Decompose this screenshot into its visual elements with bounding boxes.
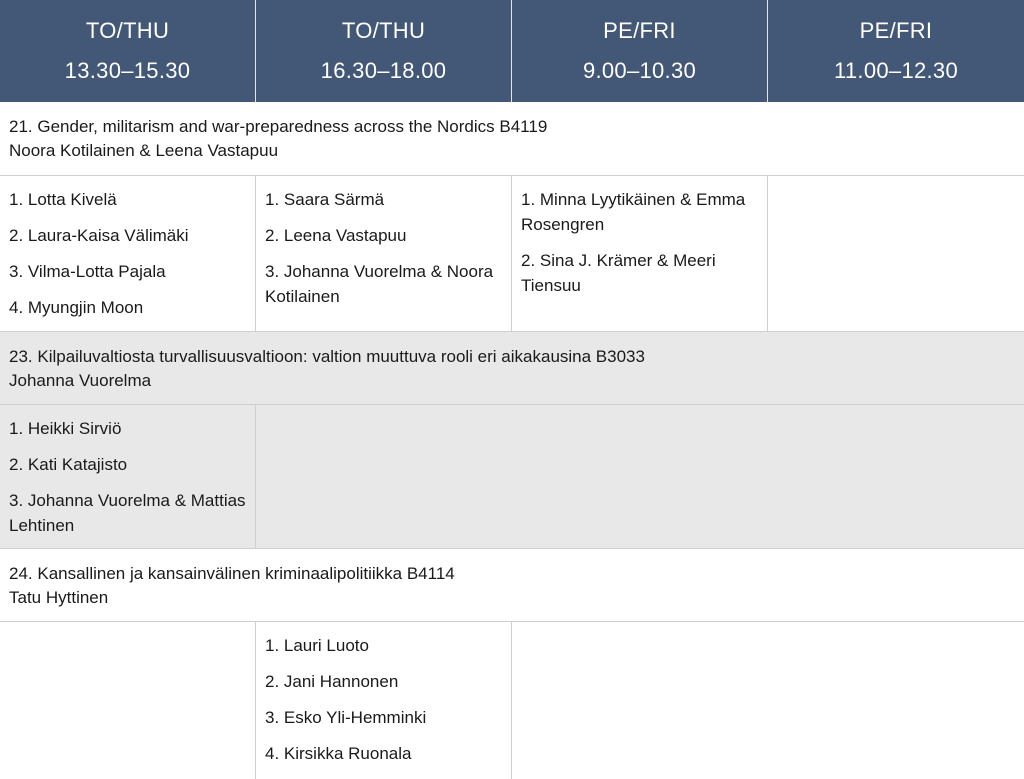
presentation-item: 2. Kati Katajisto xyxy=(9,455,128,474)
header-slot-3 xyxy=(512,0,768,102)
presentation-item: 1. Lotta Kivelä xyxy=(9,190,117,209)
presentation-item: 2. Leena Vastapuu xyxy=(265,226,407,245)
header-time: 9.00–10.30 xyxy=(582,58,697,83)
presentation-item: 3. Esko Yli-Hemminki xyxy=(265,708,427,727)
presentation-item: 2. Sina J. Krämer & Meeri Tiensuu xyxy=(521,251,716,295)
session-21-band xyxy=(0,102,1024,176)
presentation-item: 3. Johanna Vuorelma & Mattias Lehtinen xyxy=(9,491,246,535)
session-21-slots xyxy=(0,176,1024,332)
presentation-item: 4. Kirsikka Ruonala xyxy=(265,744,412,763)
header-day: TO/THU xyxy=(85,18,170,43)
slot-cell xyxy=(256,622,512,779)
slot-cell xyxy=(0,405,256,548)
header-time: 13.30–15.30 xyxy=(64,58,191,83)
session-chairs: Tatu Hyttinen xyxy=(9,588,109,607)
session-chairs: Johanna Vuorelma xyxy=(9,371,152,390)
presentation-item: 4. Myungjin Moon xyxy=(9,298,144,317)
presentation-item: 3. Johanna Vuorelma & Noora Kotilainen xyxy=(265,262,494,306)
slot-cell-empty xyxy=(768,176,1024,331)
session-24-slots xyxy=(0,622,1024,779)
presentation-item: 1. Lauri Luoto xyxy=(265,636,369,655)
presentation-item: 3. Vilma-Lotta Pajala xyxy=(9,262,166,281)
header-day: PE/FRI xyxy=(603,18,676,43)
presentation-item: 1. Heikki Sirviö xyxy=(9,419,122,438)
header-time: 16.30–18.00 xyxy=(320,58,447,83)
header-slot-4 xyxy=(768,0,1024,102)
slot-cell xyxy=(256,176,512,331)
slot-cell xyxy=(512,176,768,331)
header-slot-1 xyxy=(0,0,256,102)
session-chairs: Noora Kotilainen & Leena Vastapuu xyxy=(9,141,279,160)
slot-cell-empty xyxy=(256,405,1024,548)
presentation-item: 1. Minna Lyytikäinen & Emma Rosengren xyxy=(521,190,746,234)
presentation-item: 2. Jani Hannonen xyxy=(265,672,399,691)
presentation-item: 2. Laura-Kaisa Välimäki xyxy=(9,226,189,245)
session-23-band xyxy=(0,332,1024,405)
header-day: PE/FRI xyxy=(859,18,933,43)
slot-cell-empty xyxy=(512,622,1024,779)
session-23-slots xyxy=(0,405,1024,549)
session-title: 24. Kansallinen ja kansainvälinen kriminaalipolitiikka B4114 xyxy=(9,564,455,583)
session-title: 23. Kilpailuvaltiosta turvallisuusvaltioon: valtion muuttuva rooli eri aikakausina B3033 xyxy=(9,347,645,366)
session-title: 21. Gender, militarism and war-preparedness across the Nordics B4119 xyxy=(9,117,548,136)
header-slot-2 xyxy=(256,0,512,102)
slot-cell xyxy=(0,176,256,331)
presentation-item: 1. Saara Särmä xyxy=(265,190,385,209)
schedule-header xyxy=(0,0,1024,102)
header-time: 11.00–12.30 xyxy=(833,58,958,83)
session-24-band xyxy=(0,549,1024,622)
slot-cell-empty xyxy=(0,622,256,779)
header-day: TO/THU xyxy=(341,18,426,43)
